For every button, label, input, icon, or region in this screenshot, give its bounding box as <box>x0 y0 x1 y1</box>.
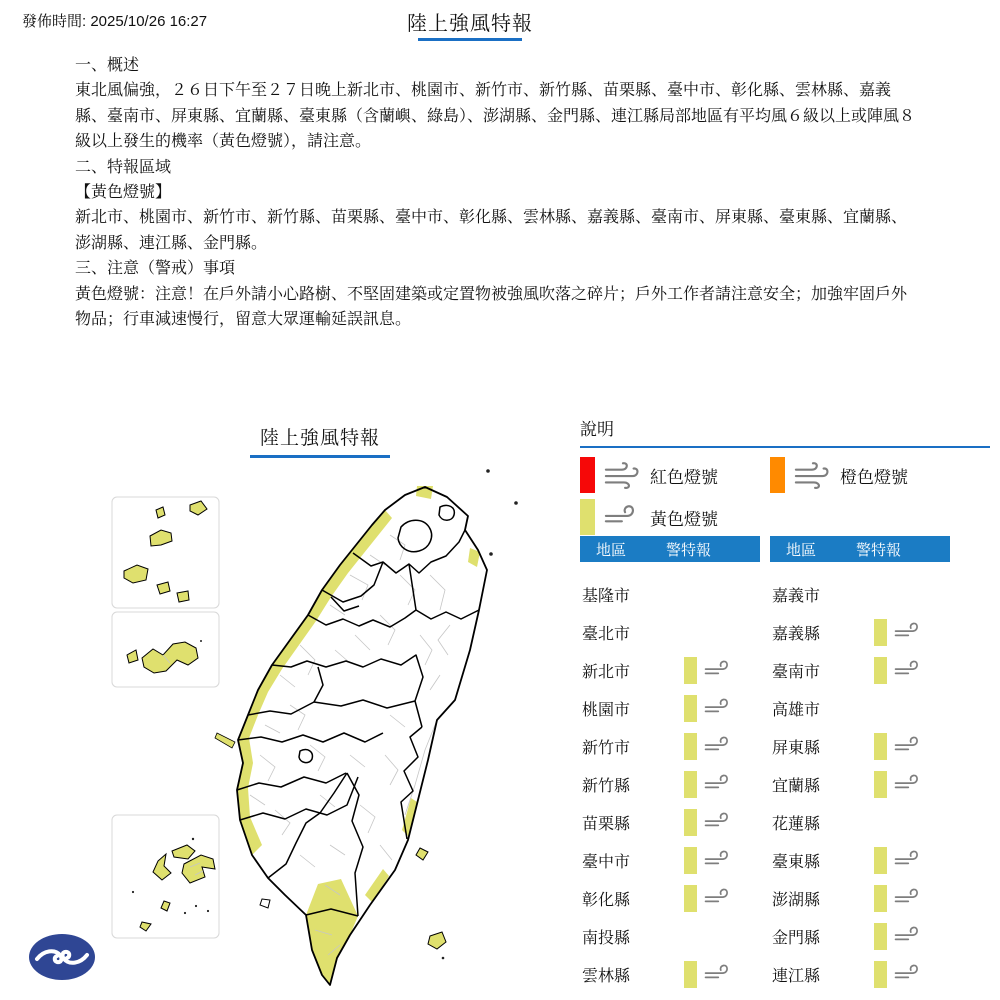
table-row <box>580 727 760 765</box>
legend-label: 紅色燈號 <box>650 467 718 487</box>
section1-title: 一、概述 <box>75 57 140 74</box>
yellow-wind-badge <box>684 809 737 836</box>
strong-wind-icon <box>792 459 836 491</box>
section1-body: 東北風偏強，２６日下午至２７日晚上新北市、桃園市、新竹市、新竹縣、苗栗縣、臺中市、彰化縣、雲林縣、嘉義縣、臺南市、屏東縣、宜蘭縣、臺東縣（含蘭嶼、綠島）、澎湖縣、金門縣、連江縣局部地區有平均風６級以上或陣風８級以上發生的機率（黃色燈號），請注意。 <box>75 82 916 151</box>
breeze-icon <box>703 809 737 835</box>
region-name: 新竹市 <box>582 739 631 757</box>
region-name: 臺東縣 <box>772 853 821 871</box>
red-light-chip <box>580 457 595 493</box>
liuqiu-island <box>260 899 270 908</box>
yellow-wind-badge <box>874 657 927 684</box>
breeze-icon <box>893 771 927 797</box>
table-row <box>770 803 950 841</box>
table-row <box>580 955 760 993</box>
breeze-icon <box>703 961 737 987</box>
column-header-region: 地區 <box>596 541 627 559</box>
region-name: 彰化縣 <box>582 891 631 909</box>
section2-body: 新北市、桃園市、新竹市、新竹縣、苗栗縣、臺中市、彰化縣、雲林縣、嘉義縣、臺南市、屏東縣、臺東縣、宜蘭縣、澎湖縣、連江縣、金門縣。 <box>75 209 908 252</box>
yellow-light-chip <box>580 499 595 535</box>
yellow-wind-badge <box>874 923 927 950</box>
yellow-light-chip <box>684 733 697 760</box>
table-header <box>770 536 950 562</box>
yellow-light-chip <box>684 657 697 684</box>
yellow-wind-badge <box>684 733 737 760</box>
inset-box-penghu <box>112 815 219 938</box>
table-row <box>580 765 760 803</box>
region-name: 臺南市 <box>772 663 821 681</box>
breeze-icon <box>703 733 737 759</box>
region-name: 桃園市 <box>582 701 631 719</box>
breeze-icon <box>893 657 927 683</box>
breeze-icon <box>893 619 927 645</box>
table-row <box>770 879 950 917</box>
region-name: 宜蘭縣 <box>772 777 821 795</box>
table-row <box>580 651 760 689</box>
table-row <box>580 879 760 917</box>
map-title: 陸上強風特報 <box>250 423 390 458</box>
yellow-wind-badge <box>684 771 737 798</box>
yellow-light-chip <box>684 695 697 722</box>
yellow-wind-badge <box>684 657 737 684</box>
table-row <box>580 575 760 613</box>
table-row <box>580 917 760 955</box>
region-name: 苗栗縣 <box>582 815 631 833</box>
table-row <box>580 803 760 841</box>
legend <box>580 454 990 538</box>
table-row <box>770 917 950 955</box>
cwa-logo <box>27 930 97 984</box>
yellow-wind-badge <box>874 771 927 798</box>
yellow-light-chip <box>874 847 887 874</box>
breeze-icon <box>893 961 927 987</box>
yellow-wind-badge <box>684 695 737 722</box>
warning-table-right <box>770 536 950 993</box>
region-name: 臺中市 <box>582 853 631 871</box>
region-name: 澎湖縣 <box>772 891 821 909</box>
yellow-light-chip <box>874 619 887 646</box>
legend-label: 橙色燈號 <box>840 467 908 487</box>
green-island <box>416 848 428 860</box>
region-name: 南投縣 <box>582 929 631 947</box>
column-header-warning: 警特報 <box>856 541 902 559</box>
yellow-light-chip <box>874 657 887 684</box>
yellow-light-chip <box>874 923 887 950</box>
yellow-wind-badge <box>684 885 737 912</box>
section3-title: 三、注意（警戒）事項 <box>75 260 236 278</box>
yellow-wind-badge <box>874 733 927 760</box>
breeze-icon <box>703 657 737 683</box>
table-row <box>580 689 760 727</box>
region-name: 花蓮縣 <box>772 815 821 833</box>
legend-item-red <box>580 454 770 496</box>
breeze-icon <box>602 501 646 533</box>
yellow-light-chip <box>684 771 697 798</box>
table-row <box>770 841 950 879</box>
breeze-icon <box>893 733 927 759</box>
yellow-light-chip <box>684 809 697 836</box>
region-name: 嘉義縣 <box>772 625 821 643</box>
table-row <box>770 613 950 651</box>
yellow-wind-badge <box>874 961 927 988</box>
yellow-wind-badge <box>874 847 927 874</box>
inset-box-kinmen <box>112 612 219 687</box>
breeze-icon <box>703 847 737 873</box>
yellow-light-chip <box>684 847 697 874</box>
inset-box-matsu <box>112 497 219 608</box>
region-name: 新竹縣 <box>582 777 631 795</box>
yellow-light-chip <box>874 733 887 760</box>
region-name: 金門縣 <box>772 929 821 947</box>
breeze-icon <box>893 885 927 911</box>
breeze-icon <box>703 885 737 911</box>
table-row <box>580 613 760 651</box>
region-name: 連江縣 <box>772 967 821 985</box>
region-name: 高雄市 <box>772 701 821 719</box>
column-header-region: 地區 <box>786 541 817 559</box>
table-row <box>770 651 950 689</box>
table-row <box>770 689 950 727</box>
publish-time: 發佈時間: 2025/10/26 16:27 <box>22 13 208 30</box>
table-row <box>770 765 950 803</box>
bulletin-text <box>75 53 915 332</box>
table-body <box>580 575 760 993</box>
table-row <box>770 727 950 765</box>
yellow-light-chip <box>874 771 887 798</box>
legend-title: 說明 <box>580 415 990 448</box>
table-row <box>770 575 950 613</box>
table-body <box>770 575 950 993</box>
legend-item-orange <box>770 454 990 496</box>
region-name: 新北市 <box>582 663 631 681</box>
breeze-icon <box>893 923 927 949</box>
breeze-icon <box>703 771 737 797</box>
legend-label: 黃色燈號 <box>650 509 718 529</box>
yellow-light-chip <box>684 961 697 988</box>
column-header-warning: 警特報 <box>666 541 712 559</box>
yellow-wind-badge <box>684 961 737 988</box>
section2-title: 二、特報區域 <box>75 158 172 176</box>
breeze-icon <box>703 695 737 721</box>
yellow-light-chip <box>684 885 697 912</box>
title-underline <box>418 38 522 41</box>
yellow-light-chip <box>874 961 887 988</box>
page-title: 陸上強風特報 <box>407 13 533 35</box>
taiwan-wind-map <box>100 415 560 1000</box>
yellow-wind-badge <box>874 885 927 912</box>
taiwan-main-island <box>215 486 487 985</box>
region-name: 基隆市 <box>582 587 631 605</box>
region-name: 臺北市 <box>582 625 631 643</box>
section2-subtitle: 【黃色燈號】 <box>75 184 172 202</box>
strong-wind-icon <box>602 459 646 491</box>
orange-light-chip <box>770 457 785 493</box>
region-name: 雲林縣 <box>582 967 631 985</box>
orchid-island <box>428 932 446 949</box>
table-row <box>580 841 760 879</box>
legend-and-tables <box>580 415 990 985</box>
yellow-wind-badge <box>684 847 737 874</box>
breeze-icon <box>893 847 927 873</box>
sandbar-waisanding <box>215 733 235 748</box>
legend-item-yellow <box>580 496 770 538</box>
table-header <box>580 536 760 562</box>
region-name: 屏東縣 <box>772 739 821 757</box>
section3-body: 黃色燈號：注意！在戶外請小心路樹、不堅固建築或定置物被強風吹落之碎片；戶外工作者請注意安全；加強牢固戶外物品；行車減速慢行，留意大眾運輸延誤訊息。 <box>75 285 908 329</box>
region-name: 嘉義市 <box>772 587 821 605</box>
yellow-light-chip <box>874 885 887 912</box>
warning-table-left <box>580 536 760 993</box>
table-row <box>770 955 950 993</box>
yellow-wind-badge <box>874 619 927 646</box>
